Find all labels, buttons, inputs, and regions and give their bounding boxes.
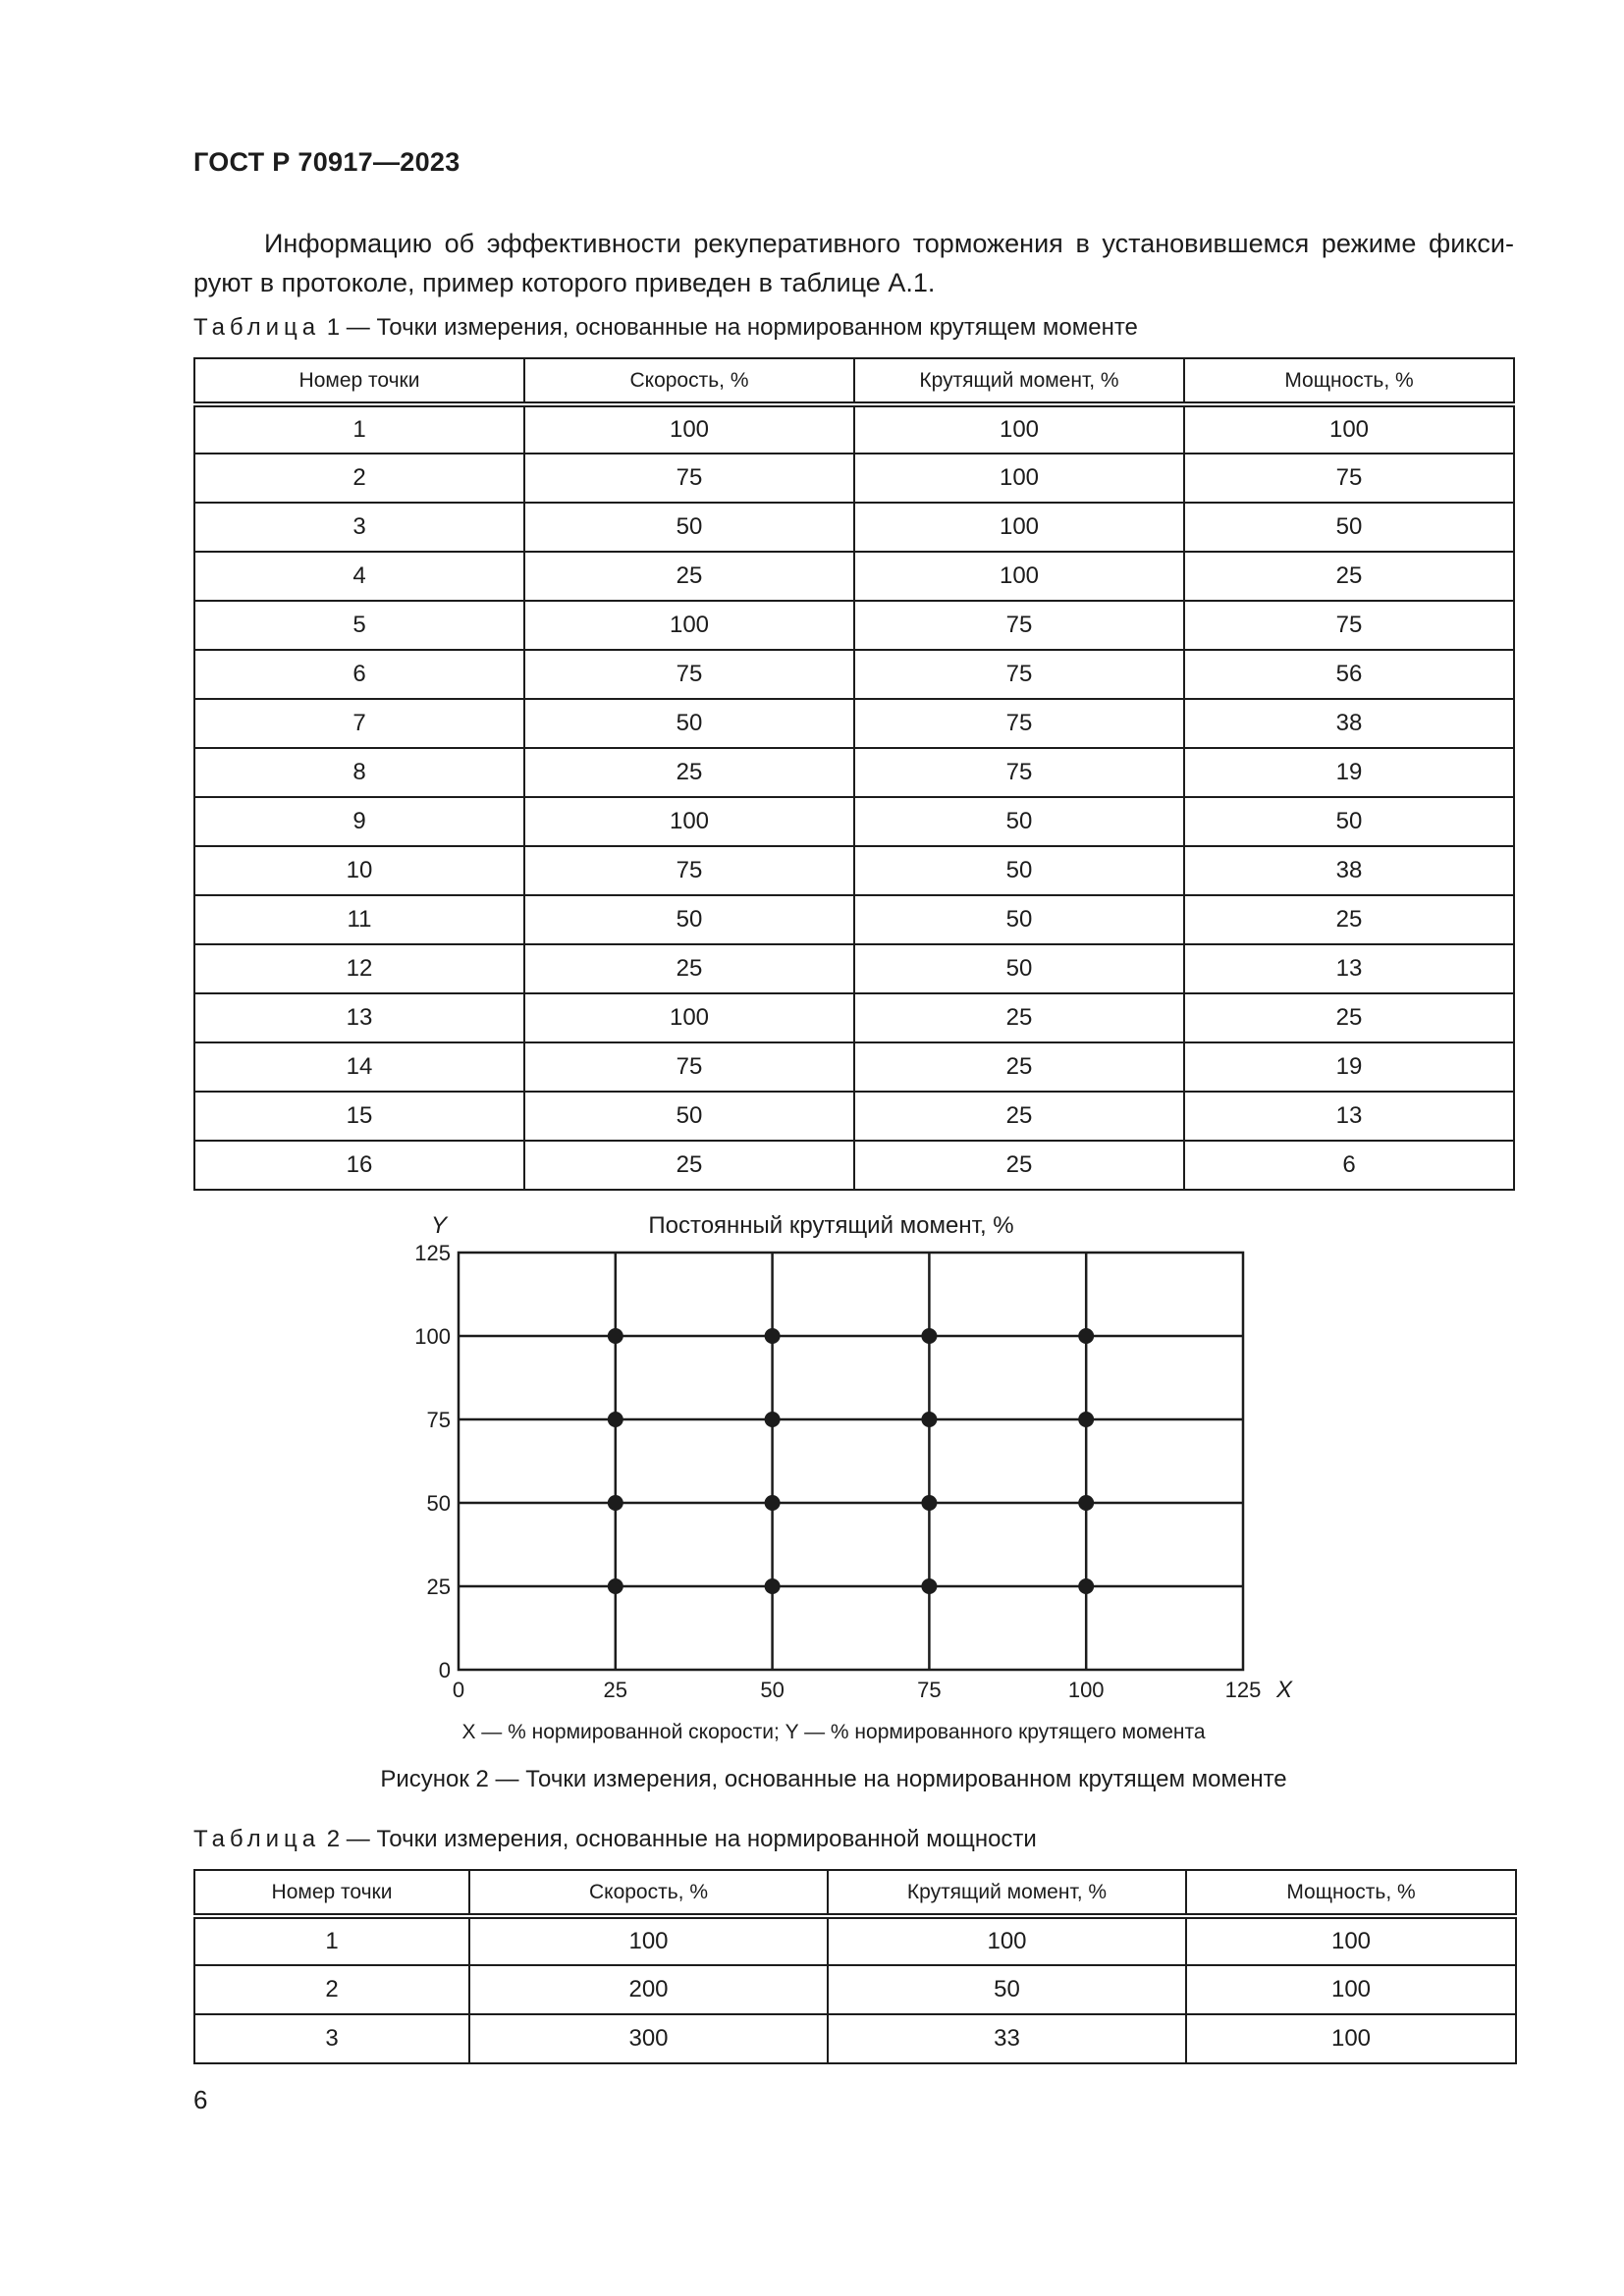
table2: [193, 1869, 1517, 2064]
intro-line-2: руют в протоколе, пример которого приведен в таблице А.1.: [193, 268, 936, 297]
x-tick-label: 75: [917, 1678, 942, 1702]
table-cell: 100: [1186, 1916, 1516, 1965]
data-point: [765, 1495, 781, 1511]
table-cell: 25: [1184, 895, 1514, 944]
data-point: [765, 1328, 781, 1344]
table-row: [194, 404, 1514, 454]
table-row: [194, 601, 1514, 650]
table-cell: 100: [524, 601, 854, 650]
table-cell: 100: [524, 404, 854, 454]
data-point: [1078, 1495, 1094, 1511]
table-cell: 100: [854, 552, 1184, 601]
table-row: [194, 846, 1514, 895]
table2-header-row: [194, 1870, 1516, 1916]
x-tick-label: 100: [1067, 1678, 1105, 1702]
x-tick-label: 0: [452, 1678, 465, 1702]
table-cell: 13: [1184, 1092, 1514, 1141]
table-row: [194, 454, 1514, 503]
table-cell: 50: [1184, 797, 1514, 846]
table1-body: [194, 404, 1514, 1190]
data-point: [1078, 1328, 1094, 1344]
data-point: [608, 1412, 623, 1427]
data-point: [608, 1495, 623, 1511]
table2-col-torque: Крутящий момент, %: [828, 1870, 1186, 1916]
table-cell: 25: [854, 1141, 1184, 1190]
table-cell: 14: [194, 1042, 524, 1092]
table1-title: 1 — Точки измерения, основанные на нормированном крутящем моменте: [326, 314, 1138, 341]
table1-col-power: Мощность, %: [1184, 358, 1514, 404]
table1: [193, 357, 1515, 1191]
torque-chart: [373, 1207, 1296, 1708]
page-number: 6: [193, 2085, 208, 2114]
data-point: [765, 1578, 781, 1594]
table-cell: 50: [1184, 503, 1514, 552]
table-cell: 100: [1186, 2014, 1516, 2063]
table-cell: 75: [854, 601, 1184, 650]
table-row: [194, 699, 1514, 748]
table-cell: 50: [854, 944, 1184, 993]
table-cell: 50: [524, 699, 854, 748]
data-point: [1078, 1578, 1094, 1594]
table-row: [194, 650, 1514, 699]
table-cell: 25: [1184, 552, 1514, 601]
table-cell: 56: [1184, 650, 1514, 699]
data-point: [765, 1412, 781, 1427]
table-cell: 75: [524, 1042, 854, 1092]
table2-title: 2 — Точки измерения, основанные на нормированной мощности: [326, 1826, 1037, 1852]
table-row: [194, 552, 1514, 601]
x-tick-label: 25: [603, 1678, 628, 1702]
table-cell: 100: [854, 404, 1184, 454]
y-tick-label: 50: [426, 1491, 451, 1516]
table-cell: 38: [1184, 846, 1514, 895]
table-cell: 9: [194, 797, 524, 846]
table-cell: 50: [524, 1092, 854, 1141]
table-cell: 8: [194, 748, 524, 797]
data-point: [921, 1328, 937, 1344]
table-cell: 16: [194, 1141, 524, 1190]
figure-legend: X — % нормированной скорости; Y — % нормированного крутящего момента: [461, 1721, 1206, 1743]
table-cell: 38: [1184, 699, 1514, 748]
table-cell: 13: [194, 993, 524, 1042]
table-cell: 3: [194, 503, 524, 552]
intro-paragraph: [193, 224, 1514, 302]
table2-col-power: Мощность, %: [1186, 1870, 1516, 1916]
table-cell: 6: [1184, 1141, 1514, 1190]
table-cell: 75: [524, 650, 854, 699]
table-row: [194, 797, 1514, 846]
table-cell: 100: [1184, 404, 1514, 454]
table-cell: 75: [1184, 601, 1514, 650]
table-cell: 13: [1184, 944, 1514, 993]
y-tick-label: 25: [426, 1575, 451, 1599]
table-cell: 33: [828, 2014, 1186, 2063]
table-cell: 10: [194, 846, 524, 895]
table1-col-torque: Крутящий момент, %: [854, 358, 1184, 404]
table-cell: 50: [854, 895, 1184, 944]
table-cell: 100: [524, 797, 854, 846]
table-row: [194, 1965, 1516, 2014]
x-axis-label: X: [1275, 1677, 1293, 1703]
plot-frame: [459, 1253, 1243, 1670]
data-point: [608, 1578, 623, 1594]
table-row: [194, 895, 1514, 944]
table1-col-speed: Скорость, %: [524, 358, 854, 404]
table-cell: 100: [1186, 1965, 1516, 2014]
table-cell: 25: [854, 1092, 1184, 1141]
table-cell: 75: [854, 748, 1184, 797]
chart-title: Постоянный крутящий момент, %: [648, 1212, 1014, 1239]
y-tick-label: 100: [414, 1324, 451, 1349]
table1-prefix: Таблица: [193, 314, 321, 341]
table-cell: 25: [524, 552, 854, 601]
table-cell: 100: [524, 993, 854, 1042]
table1-col-point: Номер точки: [194, 358, 524, 404]
table-row: [194, 2014, 1516, 2063]
table-cell: 2: [194, 1965, 469, 2014]
table-cell: 100: [469, 1916, 828, 1965]
table-cell: 1: [194, 404, 524, 454]
table-row: [194, 1092, 1514, 1141]
table-row: [194, 503, 1514, 552]
table-cell: 5: [194, 601, 524, 650]
x-tick-label: 125: [1224, 1678, 1262, 1702]
x-tick-label: 50: [760, 1678, 785, 1702]
table-cell: 1: [194, 1916, 469, 1965]
table-row: [194, 944, 1514, 993]
table-cell: 11: [194, 895, 524, 944]
table-cell: 75: [524, 454, 854, 503]
table-row: [194, 748, 1514, 797]
y-tick-label: 75: [426, 1408, 451, 1432]
table-cell: 25: [524, 944, 854, 993]
y-axis-label: Y: [430, 1212, 448, 1239]
table-cell: 7: [194, 699, 524, 748]
table-cell: 75: [524, 846, 854, 895]
table2-col-point: Номер точки: [194, 1870, 469, 1916]
table-cell: 50: [854, 797, 1184, 846]
table-cell: 50: [524, 503, 854, 552]
table-cell: 75: [1184, 454, 1514, 503]
table-row: [194, 993, 1514, 1042]
table-cell: 75: [854, 699, 1184, 748]
table2-col-speed: Скорость, %: [469, 1870, 828, 1916]
table-cell: 300: [469, 2014, 828, 2063]
data-point: [921, 1412, 937, 1427]
document-code: ГОСТ Р 70917—2023: [193, 147, 460, 177]
table2-prefix: Таблица: [193, 1826, 321, 1852]
table-cell: 2: [194, 454, 524, 503]
table-cell: 19: [1184, 748, 1514, 797]
table-cell: 25: [524, 1141, 854, 1190]
table-cell: 50: [828, 1965, 1186, 2014]
table-cell: 4: [194, 552, 524, 601]
table-row: [194, 1916, 1516, 1965]
y-tick-label: 125: [414, 1241, 451, 1265]
table-cell: 19: [1184, 1042, 1514, 1092]
table-cell: 50: [524, 895, 854, 944]
table-cell: 25: [854, 1042, 1184, 1092]
table-cell: 50: [854, 846, 1184, 895]
table-cell: 75: [854, 650, 1184, 699]
data-point: [608, 1328, 623, 1344]
table-cell: 12: [194, 944, 524, 993]
table-cell: 100: [854, 454, 1184, 503]
table-row: [194, 1141, 1514, 1190]
table-row: [194, 1042, 1514, 1092]
table2-caption: [193, 1826, 1037, 1853]
y-tick-label: 0: [438, 1658, 451, 1682]
table1-caption: [193, 314, 1138, 342]
table-cell: 25: [524, 748, 854, 797]
table-cell: 15: [194, 1092, 524, 1141]
data-point: [921, 1495, 937, 1511]
table-cell: 6: [194, 650, 524, 699]
table-cell: 100: [828, 1916, 1186, 1965]
table1-header-row: [194, 358, 1514, 404]
intro-line-1: Информацию об эффективности рекуперативного торможения в установившемся режиме фикси-: [264, 229, 1514, 258]
table-cell: 100: [854, 503, 1184, 552]
table-cell: 25: [1184, 993, 1514, 1042]
data-point: [1078, 1412, 1094, 1427]
table-cell: 3: [194, 2014, 469, 2063]
figure-caption: Рисунок 2 — Точки измерения, основанные на нормированном крутящем моменте: [380, 1766, 1287, 1792]
table-cell: 200: [469, 1965, 828, 2014]
data-point: [921, 1578, 937, 1594]
table2-body: [194, 1916, 1516, 2063]
table-cell: 25: [854, 993, 1184, 1042]
